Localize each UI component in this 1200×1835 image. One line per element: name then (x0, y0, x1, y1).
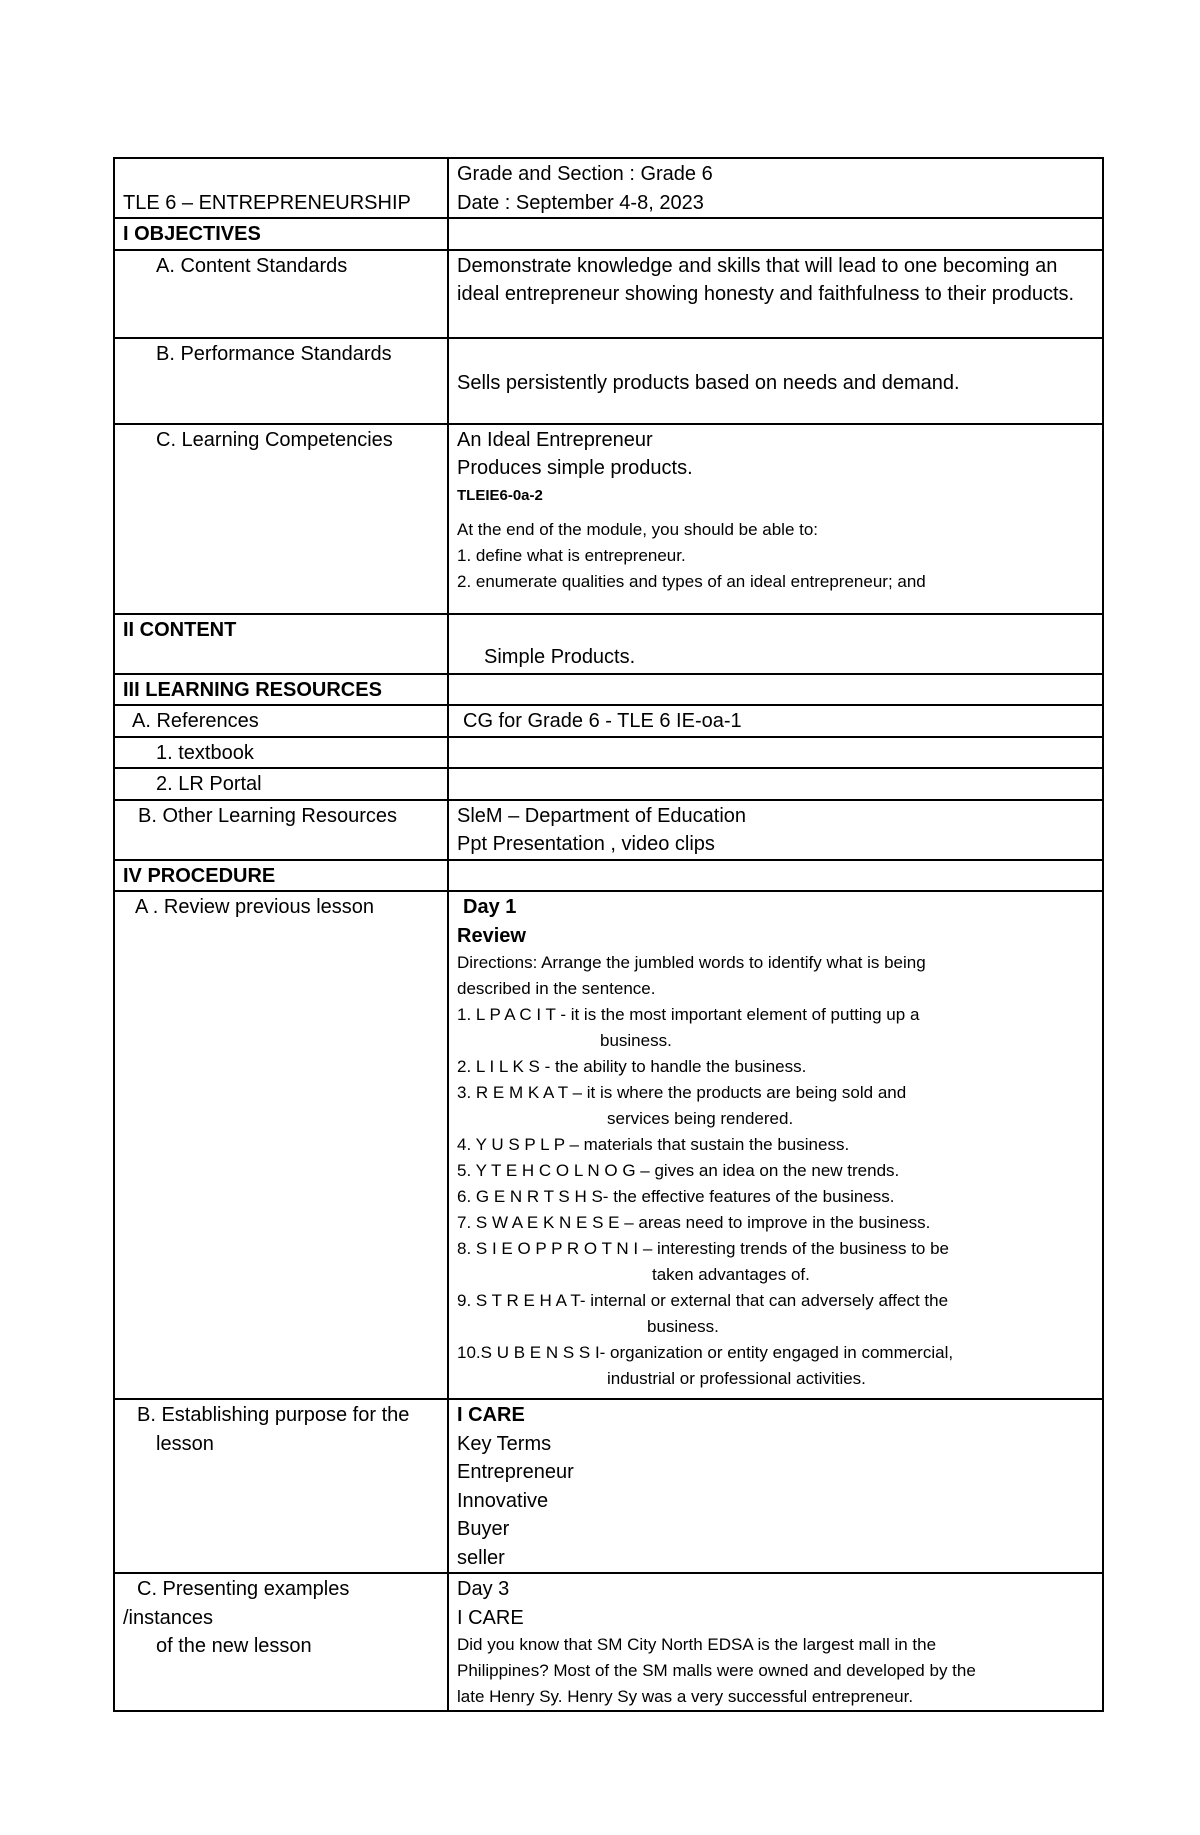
content-standards-text: Demonstrate knowledge and skills that will lead to one becoming an ideal entrepreneur showing honesty and faithfulness to their products. (457, 254, 1075, 305)
review-row (114, 891, 1103, 1399)
content-standards-row (114, 250, 1103, 338)
content-heading: II CONTENT (114, 614, 448, 674)
examples-day: Day 3 (457, 1578, 510, 1600)
purpose-item: seller (457, 1546, 505, 1569)
examples-row (114, 1573, 1103, 1711)
grade-section: Grade and Section : Grade 6 (457, 163, 713, 185)
other-resource-item: SleM – Department of Education (457, 804, 747, 827)
review-item: business. (600, 1031, 672, 1050)
subject-cell (114, 158, 448, 218)
references-label: A. References (132, 710, 259, 732)
review-item: taken advantages of. (652, 1265, 810, 1284)
review-day: Day 1 (463, 896, 517, 918)
examples-title: I CARE (457, 1606, 524, 1629)
review-item: 2. L I L K S - the ability to handle the business. (457, 1057, 807, 1076)
resources-heading: III LEARNING RESOURCES (114, 674, 448, 706)
purpose-label-cont: lesson (156, 1432, 214, 1455)
review-directions: Directions: Arrange the jumbled words to identify what is being (457, 953, 926, 972)
resources-heading-row (114, 674, 1103, 706)
competencies-title: An Ideal Entrepreneur (457, 428, 653, 451)
textbook-row (114, 737, 1103, 769)
examples-label-cont: /instances (123, 1606, 214, 1629)
review-label: A . Review previous lesson (135, 896, 375, 918)
performance-standards-label: B. Performance Standards (156, 342, 392, 365)
learning-competencies-row (114, 424, 1103, 614)
purpose-item: Key Terms (457, 1432, 552, 1455)
references-value: CG for Grade 6 - TLE 6 IE-oa-1 (463, 710, 742, 732)
objectives-heading: I OBJECTIVES (114, 218, 448, 250)
review-item: business. (647, 1317, 719, 1336)
procedure-heading: IV PROCEDURE (114, 860, 448, 892)
review-title: Review (457, 924, 526, 947)
lr-portal-label: 2. LR Portal (156, 773, 262, 795)
review-item: 7. S W A E K N E S E – areas need to improve in the business. (457, 1213, 931, 1232)
examples-text: Did you know that SM City North EDSA is the largest mall in the (457, 1635, 937, 1654)
review-item: 8. S I E O P P R O T N I – interesting trends of the business to be (457, 1239, 950, 1258)
review-item: 1. L P A C I T - it is the most important element of putting up a (457, 1005, 920, 1024)
purpose-row (114, 1399, 1103, 1573)
examples-label-cont: of the new lesson (156, 1635, 312, 1657)
content-value: Simple Products. (484, 645, 636, 668)
review-item: 6. G E N R T S H S- the effective features of the business. (457, 1187, 895, 1206)
review-item: industrial or professional activities. (607, 1369, 866, 1388)
content-row (114, 614, 1103, 674)
procedure-heading-row (114, 860, 1103, 892)
purpose-item: Buyer (457, 1518, 510, 1540)
other-resources-row (114, 800, 1103, 860)
review-item: 9. S T R E H A T- internal or external that can adversely affect the (457, 1291, 949, 1310)
review-item: 4. Y U S P L P – materials that sustain the business. (457, 1135, 850, 1154)
performance-standards-text: Sells persistently products based on needs and demand. (457, 371, 960, 394)
subject-title: TLE 6 – ENTREPRENEURSHIP (123, 191, 411, 214)
lesson-date: Date : September 4-8, 2023 (457, 191, 704, 214)
other-resource-item: Ppt Presentation , video clips (457, 833, 715, 855)
competencies-intro: At the end of the module, you should be able to: (457, 519, 819, 539)
competencies-subtitle: Produces simple products. (457, 457, 693, 479)
lesson-plan-table (113, 157, 1104, 1712)
content-standards-label: A. Content Standards (156, 254, 348, 277)
lr-portal-row (114, 768, 1103, 800)
objectives-heading-row (114, 218, 1103, 250)
purpose-item: Innovative (457, 1489, 549, 1512)
competency-code: TLEIE6-0a-2 (457, 486, 543, 504)
examples-text: Philippines? Most of the SM malls were owned and developed by the (457, 1661, 976, 1680)
references-row (114, 705, 1103, 737)
other-resources-label: B. Other Learning Resources (138, 804, 398, 827)
review-item: 5. Y T E H C O L N O G – gives an idea on the new trends. (457, 1161, 900, 1180)
examples-label: C. Presenting examples (137, 1578, 350, 1600)
review-item: 10.S U B E N S S I- organization or entity engaged in commercial, (457, 1343, 954, 1362)
header-row (114, 158, 1103, 218)
competency-item: 2. enumerate qualities and types of an ideal entrepreneur; and (457, 571, 926, 591)
purpose-item: I CARE (457, 1404, 525, 1426)
review-item: 3. R E M K A T – it is where the products are being sold and (457, 1083, 907, 1102)
performance-standards-row (114, 338, 1103, 424)
textbook-label: 1. textbook (156, 741, 254, 764)
purpose-item: Entrepreneur (457, 1461, 574, 1483)
learning-competencies-label: C. Learning Competencies (156, 428, 393, 451)
review-directions: described in the sentence. (457, 979, 656, 998)
examples-text: late Henry Sy. Henry Sy was a very successful entrepreneur. (457, 1687, 914, 1706)
competency-item: 1. define what is entrepreneur. (457, 545, 686, 565)
grade-date-cell (448, 158, 1103, 218)
review-item: services being rendered. (607, 1109, 794, 1128)
purpose-label: B. Establishing purpose for the (137, 1404, 410, 1426)
